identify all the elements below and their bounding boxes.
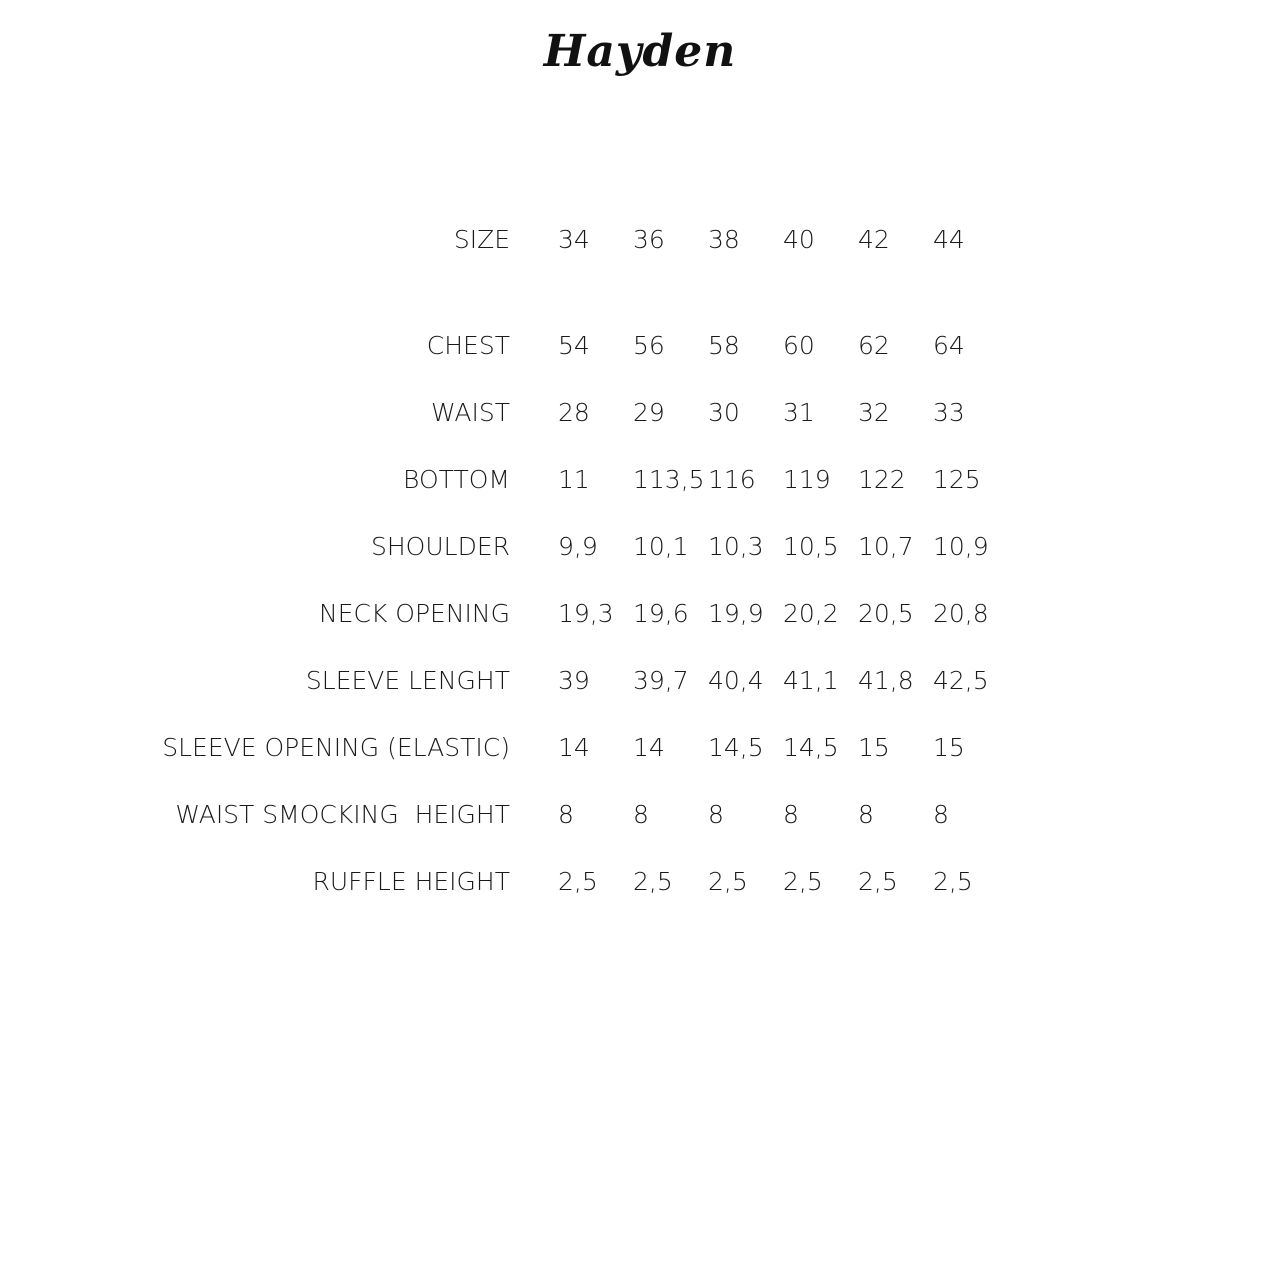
measurement-cell: 116 <box>708 465 756 494</box>
measurement-cell: 15 <box>858 733 890 762</box>
measurement-cell: 39 <box>558 666 590 695</box>
measurement-cell: 20,5 <box>858 599 914 628</box>
measurement-cell: 8 <box>708 800 724 829</box>
row-label: SHOULDER <box>371 532 510 561</box>
measurement-cell: 2,5 <box>858 867 898 896</box>
page-title: Hayden <box>543 26 737 77</box>
measurement-cell: 2,5 <box>633 867 673 896</box>
table-row-neck-opening <box>0 594 1280 634</box>
measurement-cell: 62 <box>858 331 890 360</box>
measurement-cell: 20,2 <box>783 599 839 628</box>
measurement-cell: 33 <box>933 398 965 427</box>
measurement-cell: 54 <box>558 331 590 360</box>
measurement-cell: 19,6 <box>633 599 689 628</box>
row-label: WAIST <box>431 398 510 427</box>
measurement-cell: 56 <box>633 331 665 360</box>
measurement-cell: 60 <box>783 331 815 360</box>
table-row-waist <box>0 393 1280 433</box>
measurement-cell: 41,8 <box>858 666 914 695</box>
measurement-cell: 2,5 <box>708 867 748 896</box>
measurement-cell: 32 <box>858 398 890 427</box>
size-header-value: 40 <box>783 225 815 254</box>
size-header-value: 42 <box>858 225 890 254</box>
measurement-cell: 30 <box>708 398 740 427</box>
size-header-value: 36 <box>633 225 665 254</box>
size-header-value: 38 <box>708 225 740 254</box>
row-label: SLEEVE OPENING (ELASTIC) <box>162 733 510 762</box>
table-row-sleeve-opening <box>0 728 1280 768</box>
table-row-waist-smocking-height <box>0 795 1280 835</box>
measurement-cell: 58 <box>708 331 740 360</box>
table-row-shoulder <box>0 527 1280 567</box>
size-header-value: 44 <box>933 225 965 254</box>
size-header-row <box>0 220 1280 260</box>
measurement-cell: 14,5 <box>708 733 764 762</box>
measurement-cell: 8 <box>933 800 949 829</box>
table-row-sleeve-length <box>0 661 1280 701</box>
measurement-cell: 2,5 <box>783 867 823 896</box>
measurement-cell: 19,9 <box>708 599 764 628</box>
table-row-chest <box>0 326 1280 366</box>
measurement-cell: 113,5 <box>633 465 705 494</box>
measurement-cell: 15 <box>933 733 965 762</box>
measurement-cell: 10,1 <box>633 532 689 561</box>
measurement-cell: 125 <box>933 465 981 494</box>
table-row-ruffle-height <box>0 862 1280 902</box>
measurement-cell: 11 <box>558 465 590 494</box>
measurement-cell: 10,3 <box>708 532 764 561</box>
measurement-cell: 40,4 <box>708 666 764 695</box>
measurement-cell: 8 <box>858 800 874 829</box>
measurement-cell: 122 <box>858 465 906 494</box>
measurement-cell: 14 <box>633 733 665 762</box>
measurement-cell: 8 <box>633 800 649 829</box>
measurement-cell: 41,1 <box>783 666 839 695</box>
measurement-cell: 10,5 <box>783 532 839 561</box>
row-label: BOTTOM <box>403 465 510 494</box>
row-label: WAIST SMOCKING HEIGHT <box>175 800 510 829</box>
measurement-cell: 42,5 <box>933 666 989 695</box>
table-row-bottom <box>0 460 1280 500</box>
measurement-cell: 20,8 <box>933 599 989 628</box>
measurement-cell: 119 <box>783 465 831 494</box>
measurement-cell: 64 <box>933 331 965 360</box>
size-header-label: SIZE <box>453 225 510 254</box>
measurement-cell: 2,5 <box>933 867 973 896</box>
measurement-cell: 9,9 <box>558 532 598 561</box>
measurement-cell: 28 <box>558 398 590 427</box>
measurement-cell: 14 <box>558 733 590 762</box>
measurement-cell: 2,5 <box>558 867 598 896</box>
row-label: CHEST <box>426 331 510 360</box>
measurement-cell: 39,7 <box>633 666 689 695</box>
measurement-cell: 8 <box>783 800 799 829</box>
measurement-cell: 10,7 <box>858 532 914 561</box>
row-label: NECK OPENING <box>319 599 510 628</box>
measurement-cell: 14,5 <box>783 733 839 762</box>
measurement-cell: 29 <box>633 398 665 427</box>
size-header-value: 34 <box>558 225 590 254</box>
measurement-cell: 19,3 <box>558 599 614 628</box>
measurement-cell: 31 <box>783 398 815 427</box>
measurement-cell: 8 <box>558 800 574 829</box>
row-label: RUFFLE HEIGHT <box>312 867 510 896</box>
measurement-cell: 10,9 <box>933 532 989 561</box>
row-label: SLEEVE LENGHT <box>305 666 510 695</box>
